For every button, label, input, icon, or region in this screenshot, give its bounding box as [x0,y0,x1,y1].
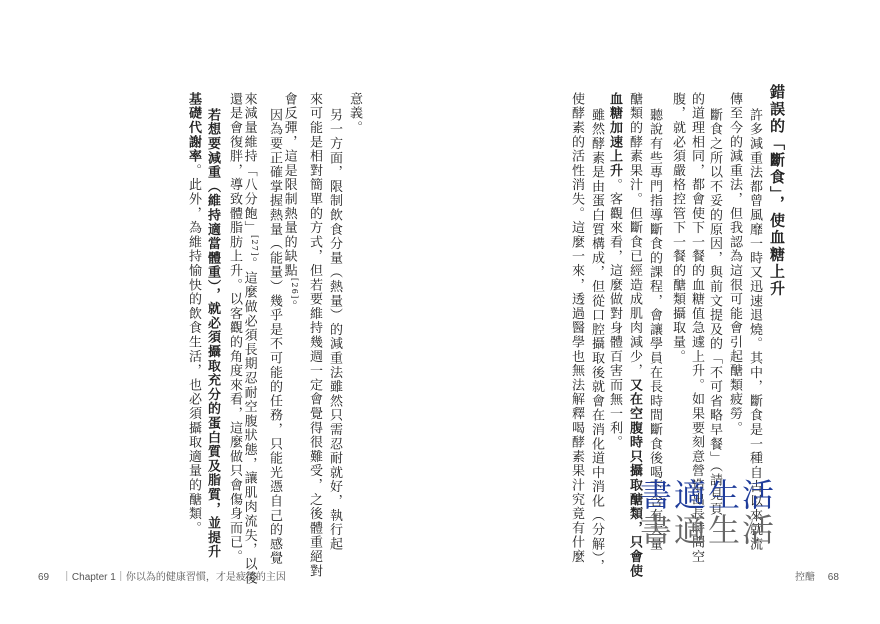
footer-right [795,568,839,583]
text-run: 還是會復胖，導致體脂肪上升。以客觀的角度來看，這麼做只會傷身而已。 [227,92,242,564]
running-head-right: 控醣 [795,572,815,583]
text-run: 。這麼做必須長期忍耐空腹狀態，讓肌肉流失，以後 [241,256,257,586]
watermark-gray: 書適生活 [640,511,777,549]
text-column [707,108,722,516]
text-run: 聽說有些專門指導斷食的課程，會讓學員在長時間斷食後喝下含有大量 [647,108,662,552]
text-run: 斷食之所以不妥的原因，與前文提及的「不可省略早餐」（請見頁 [707,108,722,517]
text-column [589,108,604,573]
text-run: 。此外，為維持愉快的飲食生活，也必須攝取適量的醣類。 [186,163,201,536]
section-heading: 錯誤的「斷食」，使血糖上升 [768,84,786,298]
text-run: 腹，就必須嚴格控管下一餐的醣類攝取量。 [670,92,685,364]
text-column [227,92,242,564]
text-column [282,92,302,314]
text-run: 雖然酵素是由蛋白質構成，但從口腔攝取後就會在消化道中消化（分解）， [589,108,604,574]
citation-ref: [27] [250,235,259,257]
text-column [242,92,262,586]
citation-ref: [26] [290,277,299,300]
text-run: 又在空腹時只攝取醣類，只會使 [627,378,642,579]
page-number-right: 68 [827,572,839,583]
text-column [607,92,622,450]
text-column [327,108,342,551]
text-column [347,92,362,135]
page-number-left: 69 [38,572,50,583]
text-column [267,108,282,566]
text-run: 意義。 [347,92,362,135]
text-run: 基礎代謝率 [186,92,201,164]
text-run: 血糖加速上升 [607,92,622,178]
text-run: 因為要正確掌握熱量（能量）幾乎是不可能的任務，只能光憑自己的感覺 [267,108,282,566]
text-column [307,92,322,578]
text-run: 會反彈，這是限制熱量的缺點 [281,92,297,278]
chapter-running-head: ｜Chapter 1｜你以為的健康習慣，才是疲勞的主因 [61,572,286,583]
text-run: 來可能是相對簡單的方式，但若要維持幾週一定會覺得很難受，之後體重絕對 [307,92,322,579]
text-run: 許多減重法都曾風靡一時又迅速退燒。其中，斷食是一種自古以來就流 [747,108,762,552]
text-column [727,92,742,435]
footer-left [38,568,286,583]
text-run: 來減量維持「八分飽」 [241,92,257,235]
text-column [670,92,685,364]
text-run: 醣類的酵素果汁。但斷食已經造成肌肉減少， [627,92,642,378]
text-run: 傳至今的減重法，但我認為這很可能會引起醣類疲勞。 [727,92,742,436]
text-run: 。 [281,299,297,314]
text-column [186,92,201,535]
text-run: 的道理相同，都會使下一餐的血糖值急遽上升。如果要刻意營造出長時間空 [689,92,704,564]
text-run: 。客觀來看，這麼做對身體百害而無一利。 [607,177,622,450]
text-run: 另一方面，限制飲食分量（熱量）的減重法雖然只需忍耐就好，執行起 [327,108,342,552]
text-column [205,108,220,559]
text-run: 若想要減重（維持適當體重），就必須攝取充分的蛋白質及脂質，並提升 [205,108,220,560]
text-column [569,92,584,564]
watermark-blue: 書適生活 [640,476,777,514]
text-run: 使酵素的活性消失。這麼一來，透過醫學也無法解釋喝酵素果汁究竟有什麼 [569,92,584,564]
